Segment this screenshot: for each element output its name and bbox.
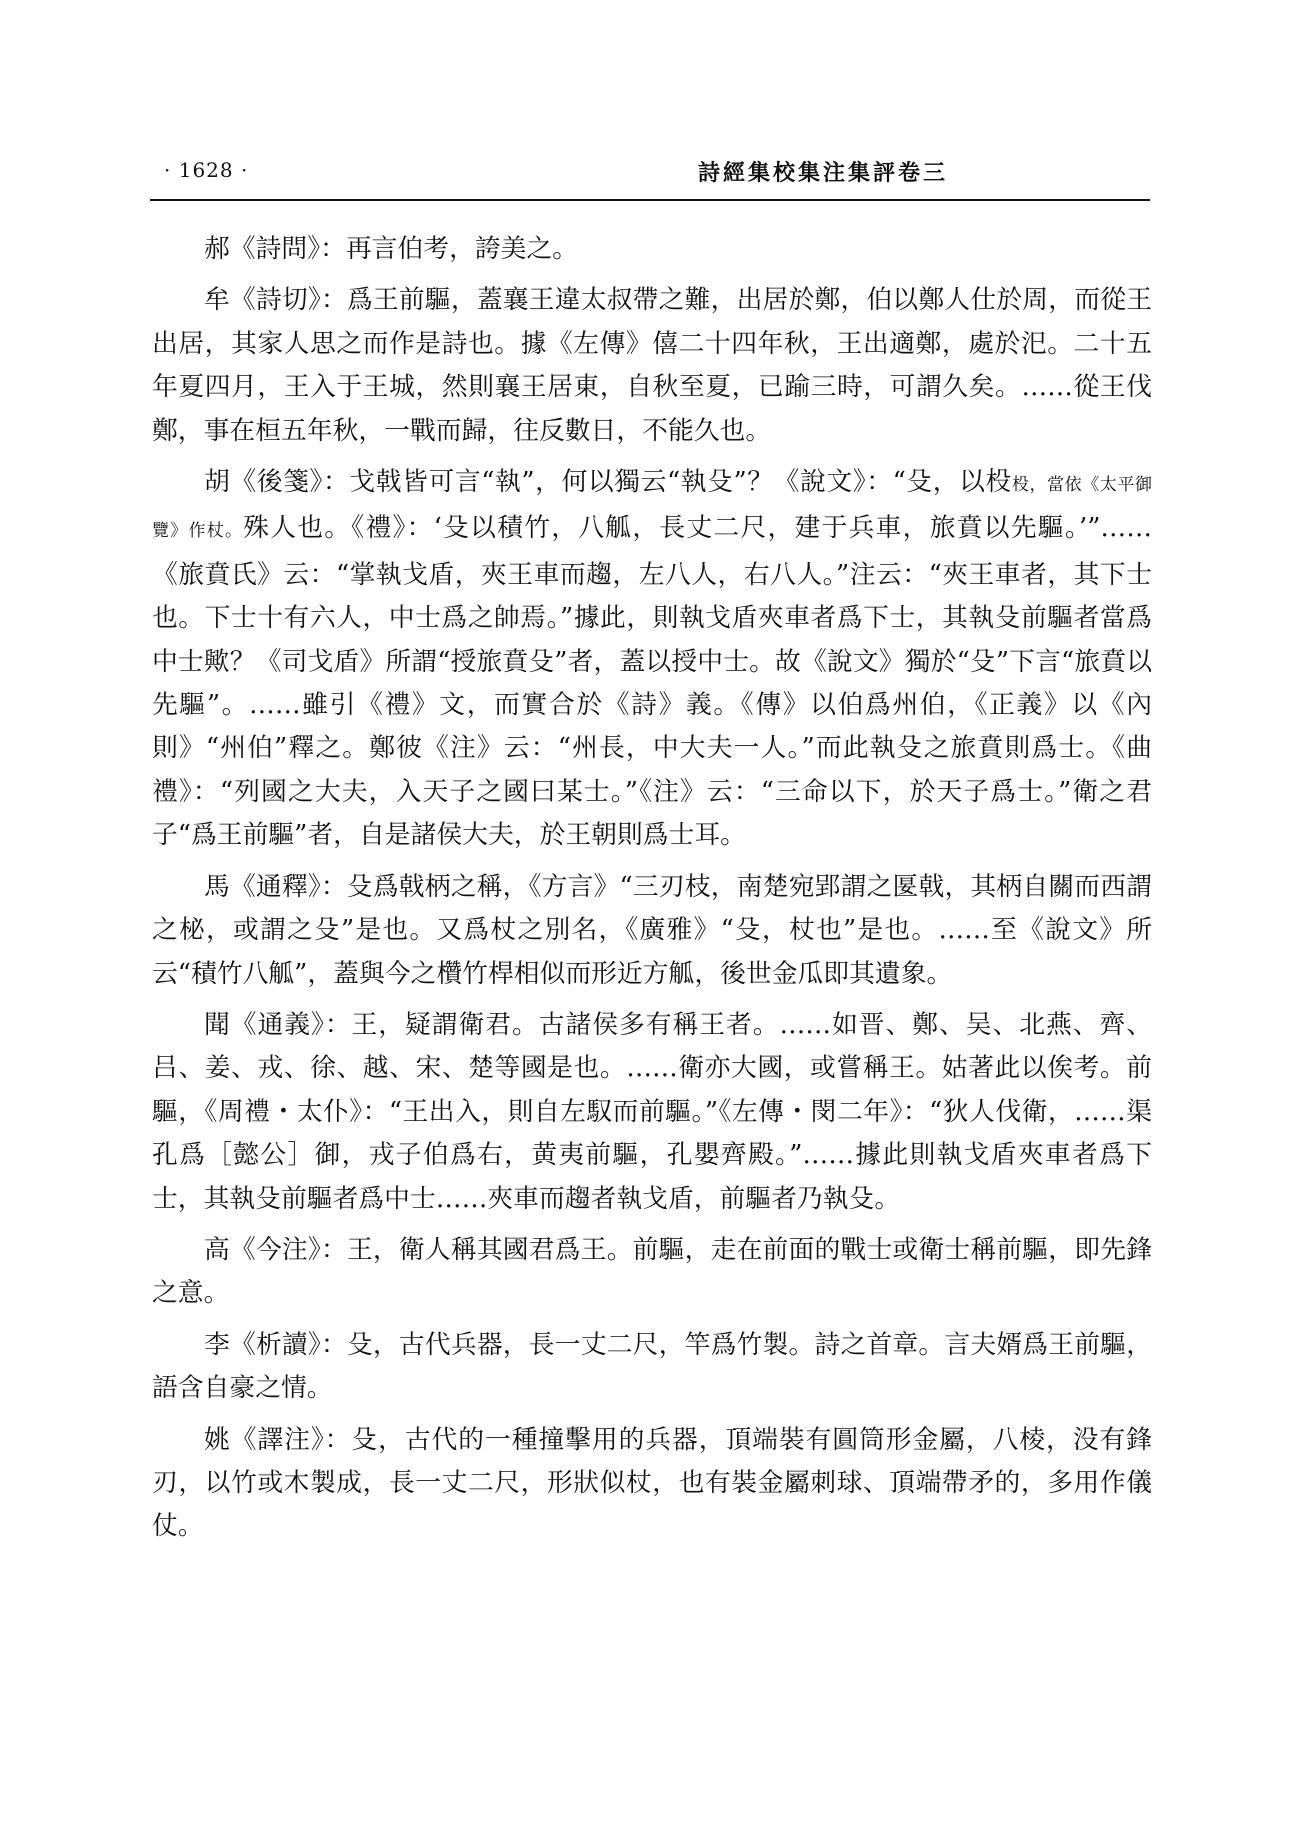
commentary-paragraph: 聞《通義》：王，疑謂衛君。古諸侯多有稱王者。……如晋、鄭、吴、北燕、齊、吕、姜、戎、徐、越、宋、楚等國是也。……衛亦大國，或嘗稱王。姑著此以俟考。前驅，《周禮・太仆》：“王出入，則自左馭而前驅。”《左傳・閔二年》：“狄人伐衛，……渠孔爲［懿公］御，戎子伯爲右，黄夷前驅，孔嬰齊殿。”……據此則執戈盾夾車者爲下士，其執殳前驅者爲中士……夾車而趨者執戈盾，前驅者乃執殳。	[152, 1009, 1152, 1214]
commentary-paragraph	[152, 461, 1152, 858]
commentary-body	[152, 228, 1152, 1557]
commentary-paragraph: 郝《詩問》：再言伯考，誇美之。	[204, 234, 579, 264]
running-title: 詩經集校集注集評卷三	[698, 160, 949, 186]
page-header	[150, 156, 1150, 190]
paragraph-text: 殊人也。《禮》：‘殳以積竹，八觚，長丈二尺，建于兵車，旅賁以先驅。’”……《旅賁氏》云：“掌執戈盾，夾王車而趨，左八人，右八人。”注云：“夾王車者，其下士也。下士十有六人，中士爲之帥焉。”據此，則執戈盾夾車者爲下士，其執殳前驅者當爲中士歟？《司戈盾》所謂“授旅賁殳”者，蓋以授中士。故《說文》獨於“殳”下言“旅賁以先驅”。……雖引《禮》文，而實合於《詩》義。《傳》以伯爲州伯，《正義》以《內則》“州伯”釋之。鄭彼《注》云：“州長，中大夫一人。”而此執殳之旅賁則爲士。《曲禮》：“列國之大夫，入天子之國曰某士。”《注》云：“三命以下，於天子爲士。”衛之君子“爲王前驅”者，自是諸侯大夫，於王朝則爲士耳。	[152, 513, 1152, 851]
commentary-paragraph: 馬《通釋》：殳爲戟柄之稱，《方言》“三刃枝，南楚宛郢謂之匽戟，其柄自關而西謂之柲，或謂之殳”是也。又爲杖之別名，《廣雅》“殳，杖也”是也。……至《說文》所云“積竹八觚”，蓋與今之欑竹桿相似而形近方觚，後世金瓜即其遺象。	[152, 871, 1152, 989]
commentary-paragraph: 李《析讀》：殳，古代兵器，長一丈二尺，竿爲竹製。詩之首章。言夫婿爲王前驅，語含自豪之情。	[152, 1329, 1152, 1404]
inline-note: 杸，當依《太平御覽》作杖。	[152, 475, 1152, 542]
commentary-paragraph: 姚《譯注》：殳，古代的一種撞擊用的兵器，頂端裝有圓筒形金屬，八棱，没有鋒刃，以竹或木製成，長一丈二尺，形狀似杖，也有裝金屬刺球、頂端帶矛的，多用作儀仗。	[152, 1424, 1152, 1542]
page-number: · 1628 ·	[164, 158, 249, 182]
commentary-paragraph: 牟《詩切》：爲王前驅，蓋襄王違太叔帶之難，出居於鄭，伯以鄭人仕於周，而從王出居，其家人思之而作是詩也。據《左傳》僖二十四年秋，王出適鄭，處於汜。二十五年夏四月，王入于王城，然則襄王居東，自秋至夏，已踰三時，可謂久矣。……從王伐鄭，事在桓五年秋，一戰而歸，往反數日，不能久也。	[152, 285, 1152, 446]
header-rule	[150, 199, 1150, 201]
paragraph-text: 胡《後箋》：戈戟皆可言“執”，何以獨云“執殳”？《說文》：“殳，以杸	[204, 467, 1012, 498]
commentary-paragraph: 高《今注》：王，衛人稱其國君爲王。前驅，走在前面的戰士或衛士稱前驅，即先鋒之意。	[152, 1234, 1152, 1309]
